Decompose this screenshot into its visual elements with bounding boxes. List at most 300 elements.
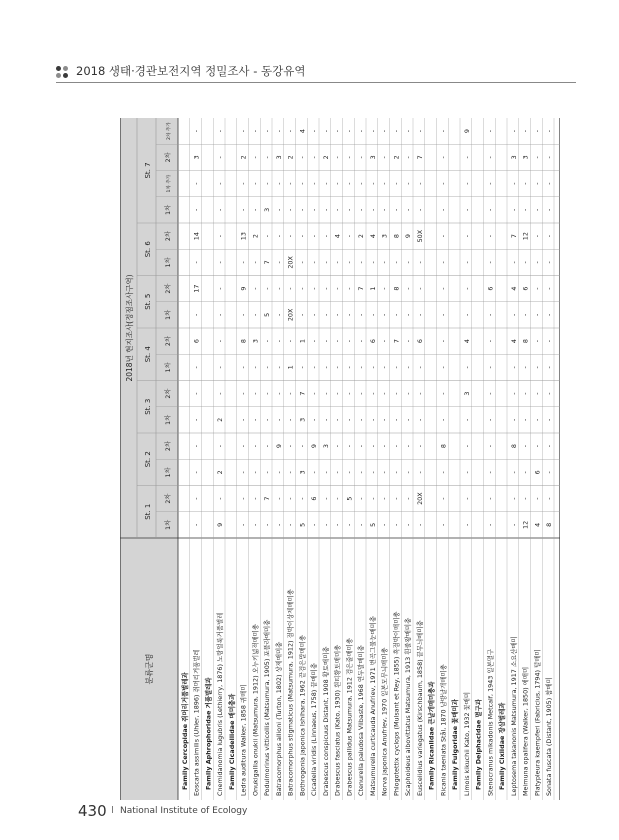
table-cell: - <box>380 418 389 422</box>
table-cell: 4 <box>368 234 377 239</box>
table-cell: - <box>486 182 495 185</box>
round-header: 1차 <box>165 414 172 425</box>
table-cell: - <box>545 208 553 212</box>
table-cell: - <box>521 313 530 317</box>
table-cell: - <box>286 471 295 474</box>
station-header: St. 4 <box>144 346 152 363</box>
species-name: Scaphoideus albovittatus Matsumura, 1913 흰줄왕매미충 <box>404 617 412 796</box>
table-cell: - <box>345 418 354 422</box>
table-cell: - <box>286 523 295 527</box>
table-cell: - <box>533 392 542 395</box>
table-cell: - <box>368 208 377 212</box>
table-cell: - <box>533 234 542 238</box>
table-cell: - <box>321 497 330 500</box>
table-cell: - <box>345 444 354 448</box>
species-name: Sonata fuscata (Distant, 1905) 참매미 <box>545 677 553 796</box>
table-cell: - <box>404 313 412 317</box>
table-cell: - <box>274 182 283 185</box>
header-dots-icon <box>56 66 70 80</box>
table-cell: - <box>345 156 354 159</box>
table-cell: - <box>321 366 330 369</box>
table-cell: - <box>286 208 295 212</box>
station-header: St. 2 <box>144 451 152 468</box>
species-name: Cnemidanomia lugubris (Lethierry, 1876) 노랑얼룩거품벌레 <box>216 612 224 796</box>
table-cell: - <box>486 156 495 159</box>
table-cell: - <box>545 234 553 238</box>
table-cell: - <box>192 208 201 212</box>
table-cell: - <box>286 418 295 422</box>
table-cell: - <box>357 523 365 527</box>
table-cell: - <box>462 156 471 159</box>
table-cell: - <box>345 366 354 369</box>
table-cell: 9 <box>310 444 318 449</box>
table-cell: 1 <box>298 339 307 344</box>
table-cell: - <box>486 392 495 395</box>
table-cell: - <box>368 261 377 264</box>
species-name: Podulmorinus vitticollis (Matsumura, 1905) 포플라매미충 <box>263 619 271 796</box>
table-cell: - <box>439 392 448 395</box>
table-cell: - <box>321 523 330 527</box>
table-cell: - <box>310 287 318 290</box>
table-cell: - <box>239 497 248 500</box>
table-cell: - <box>380 208 389 212</box>
table-cell: 9 <box>274 444 283 449</box>
table-cell: - <box>321 313 330 317</box>
round-header: 2차 <box>165 152 172 163</box>
table-cell: - <box>239 182 248 185</box>
table-cell: - <box>545 129 553 133</box>
table-cell: - <box>310 234 318 238</box>
table-cell: - <box>345 313 354 317</box>
table-cell: - <box>439 339 448 343</box>
table-cell: - <box>486 129 495 133</box>
table-cell: - <box>251 287 260 290</box>
round-header: 2차 <box>165 441 172 452</box>
table-cell: - <box>545 392 553 395</box>
table-cell: 6 <box>310 496 318 501</box>
table-cell: 9 <box>239 286 248 291</box>
table-cell: - <box>439 497 448 500</box>
species-name: Euscelidius variegatus (Kirschbaum, 1858) 끝무늬매미충 <box>415 620 424 796</box>
table-cell: - <box>404 182 412 185</box>
round-header: 1차 추가 <box>167 174 172 193</box>
table-cell: - <box>333 418 342 422</box>
table-cell: - <box>286 182 295 185</box>
table-cell: 3 <box>509 155 518 160</box>
table-cell: - <box>216 182 224 185</box>
table-cell: 17 <box>192 284 201 293</box>
table-cell: - <box>263 129 271 133</box>
table-cell: - <box>486 523 495 527</box>
species-name: Eoscarta assimilis (Uhler, 1896) 쥐머리거품벌레 <box>192 649 201 796</box>
table-cell: - <box>216 366 224 369</box>
table-cell: - <box>274 234 283 238</box>
table-cell: - <box>298 208 307 212</box>
table-cell: - <box>274 497 283 500</box>
family-name: Family Cixiidae 장삼벌레과 <box>498 702 506 790</box>
table-cell: - <box>462 523 471 527</box>
species-name: Batracomorphus stigmaticus (Matsumura, 1912) 점박이상제매미충 <box>286 589 295 796</box>
table-cell: - <box>251 444 260 448</box>
table-cell: - <box>251 366 260 369</box>
table-cell: - <box>462 471 471 474</box>
table-cell: - <box>263 366 271 369</box>
table-cell: - <box>286 287 295 290</box>
table-cell: - <box>439 129 448 133</box>
header-title: 2018 생태·경관보전지역 정밀조사 - 동강유역 <box>76 64 306 78</box>
table-cell: - <box>521 497 530 500</box>
station-header: St. 7 <box>144 162 152 179</box>
header-rule <box>56 82 576 83</box>
table-cell: - <box>462 497 471 500</box>
table-cell: - <box>333 339 342 343</box>
table-cell: - <box>216 261 224 264</box>
table-cell: - <box>333 208 342 212</box>
table-cell: - <box>439 366 448 369</box>
species-name: Bothrogonia japonica Ishihara, 1962 끝검은말매미충 <box>298 634 307 796</box>
table-cell: - <box>392 366 401 369</box>
table-cell: - <box>321 392 330 395</box>
table-cell: 3 <box>298 417 307 422</box>
table-cell: - <box>533 497 542 500</box>
table-cell: - <box>392 497 401 500</box>
table-cell: - <box>274 287 283 290</box>
table-cell: - <box>321 234 330 238</box>
table-cell: - <box>333 471 342 474</box>
table-cell: - <box>357 339 365 343</box>
species-name: Drabescus fasciatus (Kato, 1930) 흰띠황토매미충 <box>333 644 342 796</box>
table-cell: - <box>192 366 201 369</box>
table-cell: - <box>333 182 342 185</box>
table-cell: - <box>486 313 495 317</box>
table-cell: - <box>439 182 448 185</box>
table-cell: - <box>392 471 401 474</box>
table-cell: 13 <box>239 232 248 241</box>
station-header: St. 3 <box>144 398 152 415</box>
table-cell: 2 <box>321 155 330 160</box>
species-name: Stenocranus mikadonis Metcalf, 1943 일본멸구 <box>486 648 495 796</box>
table-cell: 4 <box>533 522 542 527</box>
table-cell: - <box>251 497 260 500</box>
table-cell: 3 <box>263 207 271 212</box>
table-cell: - <box>357 444 365 448</box>
table-cell: 6 <box>192 339 201 344</box>
table-cell: - <box>404 497 412 500</box>
round-header: 2차 추가 <box>167 122 172 140</box>
table-cell: - <box>345 339 354 343</box>
table-cell: 1 <box>368 286 377 291</box>
table-cell: - <box>509 129 518 133</box>
table-cell: 12 <box>521 232 530 241</box>
table-cell: - <box>274 471 283 474</box>
table-cell: - <box>263 392 271 395</box>
table-cell: - <box>509 523 518 527</box>
table-cell: - <box>333 523 342 527</box>
species-name: Matsumurella curticauda Anufriev, 1971 변곡그물눈매미충 <box>368 615 377 796</box>
table-cell: - <box>192 444 201 448</box>
table-cell: - <box>239 523 248 527</box>
table-cell: - <box>509 497 518 500</box>
table-cell: - <box>380 444 389 448</box>
table-cell: 6 <box>521 286 530 291</box>
species-name: Ricania taeniata Stål, 1870 남방날개매미충 <box>439 664 448 796</box>
table-cell: - <box>380 392 389 395</box>
round-header: 2차 <box>165 388 172 399</box>
table-cell: - <box>357 156 365 159</box>
table-cell: - <box>263 234 271 238</box>
table-cell: - <box>521 208 530 212</box>
table-cell: - <box>321 418 330 422</box>
table-cell: - <box>368 418 377 422</box>
table-cell: - <box>298 234 307 238</box>
table-cell: - <box>251 129 260 133</box>
station-header: St. 6 <box>144 241 152 258</box>
table-cell: - <box>263 444 271 448</box>
table-cell: - <box>263 339 271 343</box>
species-name: Drabescus conspicuus Distant, 1908 황토매미충 <box>321 646 330 796</box>
table-cell: - <box>298 156 307 159</box>
table-cell: - <box>439 471 448 474</box>
table-cell: - <box>216 497 224 500</box>
table-cell: - <box>274 129 283 133</box>
table-cell: - <box>192 392 201 395</box>
table-cell: 20X <box>286 308 295 322</box>
table-cell: - <box>321 208 330 212</box>
table-cell: - <box>321 182 330 185</box>
table-cell: 8 <box>392 234 401 239</box>
table-cell: 3 <box>521 155 530 160</box>
round-header: 2차 <box>165 231 172 242</box>
table-cell: - <box>533 156 542 159</box>
round-header: 1차 <box>165 519 172 530</box>
table-cell: 3 <box>251 339 260 344</box>
table-cell: - <box>392 392 401 395</box>
table-cell: - <box>545 497 553 500</box>
table-cell: - <box>321 339 330 343</box>
table-cell: - <box>345 261 354 264</box>
table-cell: - <box>509 392 518 395</box>
table-cell: 7 <box>392 339 401 344</box>
table-cell: 9 <box>216 522 224 527</box>
table-cell: - <box>404 261 412 264</box>
table-cell: - <box>415 261 424 264</box>
table-cell: - <box>192 129 201 133</box>
table-cell: - <box>380 182 389 185</box>
table-cell: 2 <box>216 470 224 475</box>
table-cell: 7 <box>263 260 271 265</box>
table-cell: 7 <box>415 155 424 160</box>
table-cell: - <box>298 497 307 500</box>
family-name: Family Ricaniidae 큰날개매미충과 <box>427 681 436 790</box>
table-cell: - <box>368 392 377 395</box>
table-cell: - <box>368 129 377 133</box>
species-name: Phlogotettix cyclops (Mulsant et Rey, 1855) 흑점박이매미충 <box>392 611 401 796</box>
table-cell: - <box>333 261 342 264</box>
table-cell: 7 <box>263 496 271 501</box>
table-cell: - <box>333 444 342 448</box>
table-cell: 8 <box>545 522 553 527</box>
table-cell: - <box>274 418 283 422</box>
species-name: Platypleura kaempferi (Fabricius, 1794) 털매미 <box>533 649 542 796</box>
table-cell: - <box>251 523 260 527</box>
table-cell: - <box>298 261 307 264</box>
table-cell: 1 <box>286 365 295 370</box>
table-cell: - <box>239 366 248 369</box>
species-name: Onukigallia onukii (Matsumura, 1912) 오누키넓적매미충 <box>251 623 260 796</box>
table-cell: - <box>404 523 412 527</box>
table-cell: - <box>462 208 471 212</box>
table-cell: - <box>263 287 271 290</box>
table-cell: 2 <box>239 155 248 160</box>
species-name: Leptosema takanonis Matsumura, 1917 소요산매미 <box>509 636 518 796</box>
round-header: 2차 <box>165 493 172 504</box>
table-cell: - <box>439 418 448 422</box>
page-footer <box>78 802 378 822</box>
table-cell: 3 <box>462 391 471 396</box>
table-cell: - <box>545 366 553 369</box>
round-header: 2차 <box>165 336 172 347</box>
table-cell: 4 <box>509 339 518 344</box>
table-cell: - <box>404 208 412 212</box>
table-cell: - <box>545 339 553 343</box>
table-cell: - <box>533 208 542 212</box>
table-cell: - <box>357 497 365 500</box>
table-cell: - <box>415 129 424 133</box>
table-cell: 5 <box>368 522 377 527</box>
survey-header: 2018년 현지조사(정점조사구역) <box>125 274 134 382</box>
table-cell: 2 <box>392 155 401 160</box>
station-header: St. 5 <box>144 293 152 310</box>
table-cell: - <box>310 392 318 395</box>
table-cell: - <box>345 182 354 185</box>
table-cell: - <box>462 261 471 264</box>
round-header: 1차 <box>165 467 172 478</box>
table-cell: - <box>286 234 295 238</box>
species-name: Drabescus pallidus Matsumura, 1912 검은줄매미충 <box>345 637 354 796</box>
table-cell: - <box>263 156 271 159</box>
table-cell: - <box>321 471 330 474</box>
table-cell: - <box>310 366 318 369</box>
species-name: Limois kikuchii Kato, 1932 꽃매미 <box>462 691 471 796</box>
family-name: Family Delphacidae 멸구과 <box>474 699 483 790</box>
table-cell: - <box>521 366 530 369</box>
table-cell: - <box>533 261 542 264</box>
table-cell: - <box>357 313 365 317</box>
table-cell: - <box>345 471 354 474</box>
table-cell: - <box>404 129 412 133</box>
table-cell: - <box>333 392 342 395</box>
table-cell: - <box>298 182 307 185</box>
round-header: 1차 <box>165 257 172 268</box>
table-cell: - <box>239 261 248 264</box>
table-cell: - <box>345 287 354 290</box>
table-cell: - <box>192 523 201 527</box>
table-cell: - <box>216 287 224 290</box>
table-cell: - <box>380 156 389 159</box>
species-name: Batracomorphus allioni (Turton, 1802) 상제매미충 <box>274 641 283 796</box>
table-cell: - <box>509 313 518 317</box>
table-cell: - <box>192 418 201 422</box>
table-cell: - <box>251 156 260 159</box>
table-cell: - <box>521 444 530 448</box>
table-cell: - <box>415 313 424 317</box>
table-cell: 3 <box>380 234 389 239</box>
table-cell: - <box>274 392 283 395</box>
table-cell: - <box>509 261 518 264</box>
table-cell: - <box>251 418 260 422</box>
round-header: 1차 <box>165 362 172 373</box>
footer-institution: National Institute of Ecology <box>120 806 248 816</box>
table-cell: - <box>415 182 424 185</box>
table-cell: 6 <box>533 470 542 475</box>
table-cell: - <box>545 471 553 474</box>
table-cell: - <box>192 471 201 474</box>
table-cell: - <box>380 366 389 369</box>
table-cell: - <box>251 261 260 264</box>
table-cell: - <box>521 129 530 133</box>
table-cell: - <box>298 366 307 369</box>
table-cell: - <box>462 366 471 369</box>
table-cell: - <box>192 497 201 500</box>
table-cell: 2 <box>357 234 365 239</box>
family-name: Family Cercopidae 쥐머리거품벌레과 <box>180 672 189 790</box>
table-cell: - <box>368 182 377 185</box>
table-cell: - <box>486 418 495 422</box>
table-cell: - <box>239 471 248 474</box>
table-cell: - <box>286 392 295 395</box>
table-cell: 20X <box>286 256 295 269</box>
table-cell: 8 <box>521 339 530 344</box>
table-cell: 12 <box>521 520 530 529</box>
table-cell: - <box>545 287 553 290</box>
table-cell: 8 <box>392 286 401 291</box>
table-cell: - <box>286 444 295 448</box>
table-cell: - <box>310 156 318 159</box>
table-cell: - <box>239 208 248 212</box>
table-cell: - <box>462 418 471 422</box>
table-cell: - <box>333 366 342 369</box>
table-cell: 2 <box>286 155 295 160</box>
table-cell: - <box>392 129 401 133</box>
table-cell: - <box>521 182 530 185</box>
table-cell: - <box>533 339 542 343</box>
table-cell: - <box>392 313 401 317</box>
table-cell: - <box>345 234 354 238</box>
table-cell: - <box>251 208 260 212</box>
round-header: 1차 <box>165 309 172 320</box>
table-cell: 6 <box>368 339 377 344</box>
table-cell: 4 <box>333 234 342 239</box>
table-cell: - <box>545 261 553 264</box>
table-cell: - <box>415 366 424 369</box>
table-cell: - <box>357 366 365 369</box>
table-cell: - <box>533 444 542 448</box>
table-cell: - <box>216 339 224 343</box>
table-cell: 3 <box>321 444 330 449</box>
table-cell: 6 <box>415 339 424 344</box>
table-cell: - <box>533 366 542 369</box>
table-cell: - <box>462 313 471 317</box>
table-cell: - <box>404 418 412 422</box>
table-cell: - <box>392 418 401 422</box>
table-cell: - <box>392 208 401 212</box>
table-cell: - <box>392 444 401 448</box>
table-cell: - <box>357 261 365 264</box>
table-cell: - <box>533 418 542 422</box>
table-cell: - <box>509 418 518 422</box>
table-cell: - <box>239 313 248 317</box>
table-cell: 5 <box>263 312 271 317</box>
